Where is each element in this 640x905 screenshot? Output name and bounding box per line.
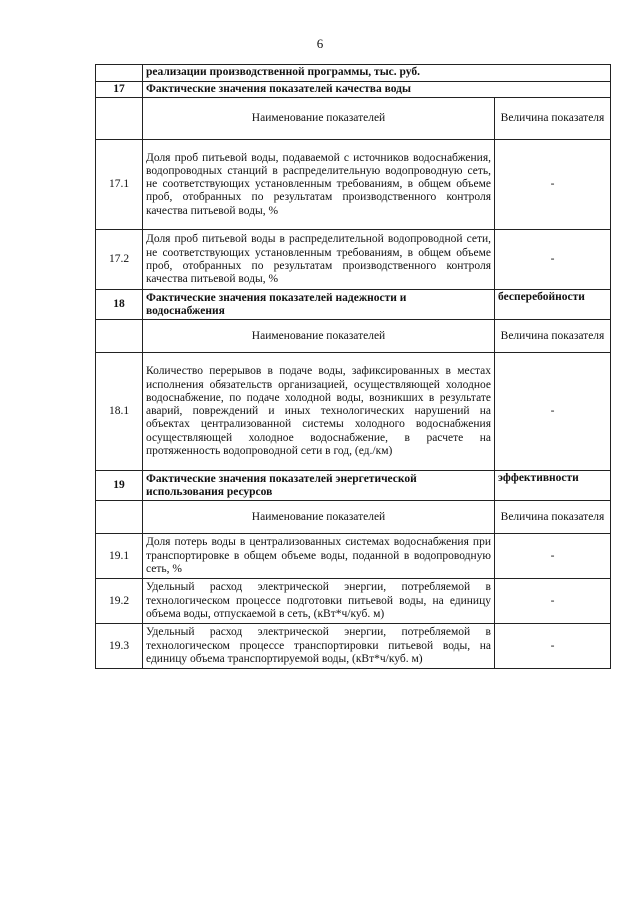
table-row [96, 65, 611, 82]
item-text: Удельный расход электрической энергии, потребляемой в технологическом процессе подготовки питьевой воды, на единицу объема воды, отпускаемой в сеть, (кВт*ч/куб. м) [143, 579, 495, 624]
column-header-value: Величина показателя [495, 320, 611, 353]
section-title: Фактические значения показателей качества воды [143, 82, 611, 98]
item-number: 17.2 [96, 230, 143, 290]
item-value: - [495, 534, 611, 579]
item-value: - [495, 230, 611, 290]
section-title-right: эффективности [495, 471, 611, 501]
column-header-row [96, 501, 611, 534]
table-row [96, 140, 611, 230]
column-header-value: Величина показателя [495, 98, 611, 140]
empty-cell [96, 98, 143, 140]
column-header-value: Величина показателя [495, 501, 611, 534]
item-number: 17.1 [96, 140, 143, 230]
section-title-main: Фактические значения показателей надежности и [146, 291, 407, 304]
section-header-17 [96, 82, 611, 98]
indicators-table [95, 64, 611, 669]
section-title [143, 290, 495, 320]
page-number: 6 [316, 36, 324, 51]
column-header-name: Наименование показателей [143, 98, 495, 140]
item-value: - [495, 353, 611, 471]
item-text: Количество перерывов в подаче воды, зафиксированных в местах исполнения обязательств организацией, осуществляющей холодное водоснабжение, по подаче холодной воды, возникших в результате аварий, повреждений и иных технологических нарушений на объектах централизованной системы холодного водоснабжения осуществляющей холодное водоснабжение, в расчете на протяженность водопроводной сети в год, (ед./км) [143, 353, 495, 471]
section-title-cont: использования ресурсов [146, 485, 273, 498]
section-header-19 [96, 471, 611, 501]
empty-cell [96, 501, 143, 534]
item-text: Удельный расход электрической энергии, потребляемой в технологическом процессе транспортировки питьевой воды, на единицу объема транспортируемой воды, (кВт*ч/куб. м) [143, 624, 495, 669]
table-row [96, 624, 611, 669]
item-text: Доля проб питьевой воды в распределительной водопроводной сети, не соответствующих установленным требованиям, в общем объеме проб, отобранных по результатам производственного контроля качества питьевой воды, % [143, 230, 495, 290]
empty-cell [96, 320, 143, 353]
item-value: - [495, 579, 611, 624]
item-number: 19.1 [96, 534, 143, 579]
continuation-text: реализации производственной программы, тыс. руб. [143, 65, 611, 82]
column-header-name: Наименование показателей [143, 501, 495, 534]
section-number: 17 [96, 82, 143, 98]
item-number: 18.1 [96, 353, 143, 471]
item-text: Доля проб питьевой воды, подаваемой с источников водоснабжения, водопроводных станций в распределительную водопроводную сеть, не соответствующих установленным требованиям, в общем объеме проб, отобранных по результатам производственного контроля качества питьевой воды, % [143, 140, 495, 230]
section-header-18 [96, 290, 611, 320]
item-number: 19.2 [96, 579, 143, 624]
column-header-row [96, 98, 611, 140]
table-row [96, 230, 611, 290]
section-title-main: Фактические значения показателей энергетической [146, 472, 417, 485]
item-value: - [495, 140, 611, 230]
item-value: - [495, 624, 611, 669]
section-number: 19 [96, 471, 143, 501]
table-row [96, 353, 611, 471]
item-text: Доля потерь воды в централизованных системах водоснабжения при транспортировке в общем объеме воды, поданной в водопроводную сеть, % [143, 534, 495, 579]
column-header-name: Наименование показателей [143, 320, 495, 353]
table-row [96, 534, 611, 579]
item-number: 19.3 [96, 624, 143, 669]
table-row [96, 579, 611, 624]
section-title-right: бесперебойности [495, 290, 611, 320]
section-title [143, 471, 495, 501]
section-number: 18 [96, 290, 143, 320]
row-number-cell [96, 65, 143, 82]
section-title-cont: водоснабжения [146, 304, 225, 317]
column-header-row [96, 320, 611, 353]
